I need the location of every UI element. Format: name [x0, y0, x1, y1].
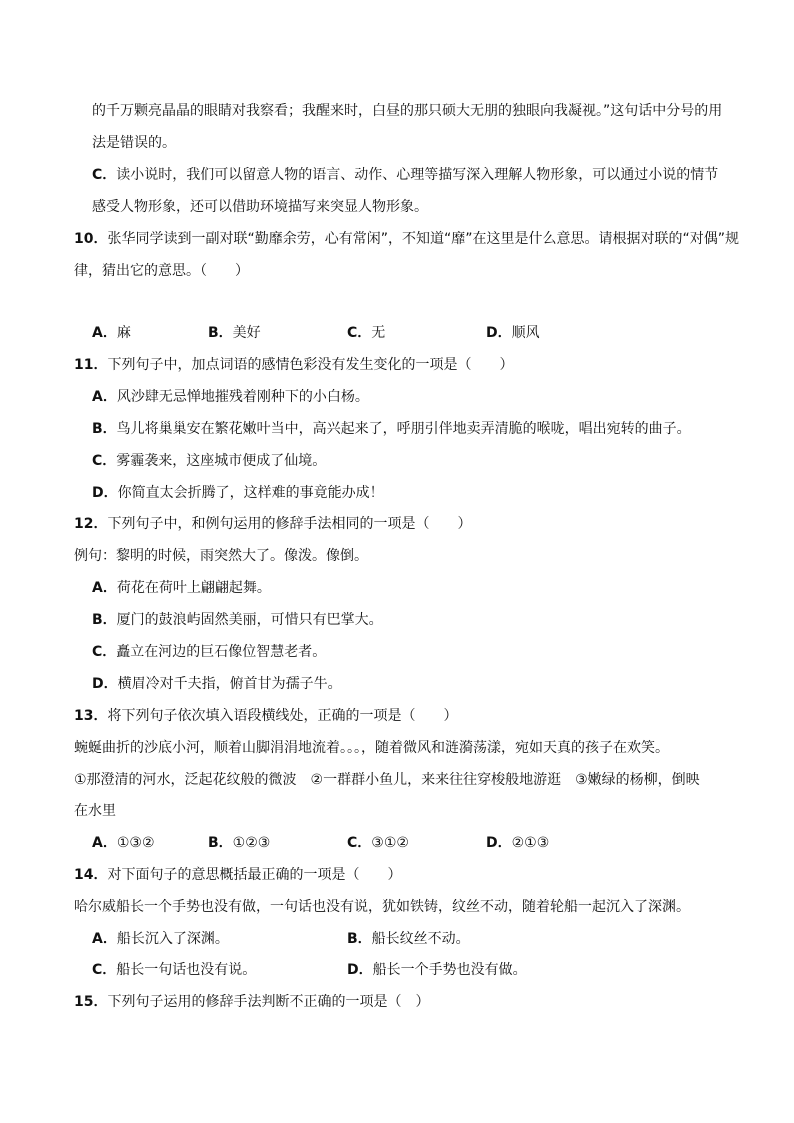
q10-option-d[interactable]	[486, 323, 540, 343]
q10-option-a[interactable]	[92, 323, 131, 343]
question-text: 下列句子中，和例句运用的修辞手法相同的一项是（ ）	[107, 516, 472, 532]
option-letter: C．	[347, 835, 372, 851]
option-text: 矗立在河边的巨石像位智慧老者。	[116, 644, 327, 660]
q11-option-c[interactable]	[92, 451, 326, 471]
q13-option-b[interactable]	[208, 833, 270, 853]
q12-option-b[interactable]	[92, 610, 383, 630]
q14-option-b[interactable]	[347, 929, 470, 949]
q12-option-d[interactable]	[92, 674, 342, 694]
question-text: 对下面句子的意思概括最正确的一项是（ ）	[107, 867, 402, 883]
option-text: ①②③	[232, 835, 271, 851]
option-text: 读小说时，我们可以留意人物的语言、动作、心理等描写深入理解人物形象，可以通过小说的情节	[116, 167, 719, 183]
q10-option-c[interactable]	[347, 323, 385, 343]
q10-stem-line2: 律，猜出它的意思。（ ）	[74, 263, 249, 279]
option-letter: D．	[486, 325, 512, 341]
option-letter: B．	[347, 931, 372, 947]
q14-option-a[interactable]	[92, 929, 229, 949]
option-text: ①③②	[116, 835, 155, 851]
option-letter: B．	[208, 325, 233, 341]
option-letter: A．	[92, 389, 117, 405]
option-letter: D．	[486, 835, 512, 851]
q14-options-row1	[0, 929, 794, 949]
option-letter: D．	[92, 485, 118, 501]
q14-option-d[interactable]	[347, 960, 527, 980]
option-text: 船长一个手势也没有做。	[372, 962, 527, 978]
q14-options-row2	[0, 960, 794, 980]
option-text: 美好	[232, 325, 261, 341]
q11-option-a[interactable]	[92, 387, 369, 407]
q13-items-line1: ①那澄清的河水，泛起花纹般的微波 ②一群群小鱼儿，来来往往穿梭般地游逛 ③嫩绿的杨柳，倒映	[74, 772, 700, 788]
option-letter: A．	[92, 580, 117, 596]
option-text: 无	[371, 325, 386, 341]
option-letter: D．	[347, 962, 373, 978]
q10-option-b[interactable]	[208, 323, 261, 343]
option-letter: A．	[92, 931, 117, 947]
option-text: 荷花在荷叶上翩翩起舞。	[116, 580, 271, 596]
q9-text-line2: 法是错误的。	[92, 135, 176, 151]
q9-text-line1: 的千万颗亮晶晶的眼睛对我察看；我醒来时，白昼的那只硕大无朋的独眼向我凝视。”这句话中分号的用	[92, 103, 723, 119]
question-text: 下列句子中，加点词语的感情色彩没有发生变化的一项是（ ）	[107, 357, 514, 373]
option-text: 厦门的鼓浪屿固然美丽，可惜只有巴掌大。	[116, 612, 383, 628]
option-text: 鸟儿将巢巢安在繁花嫩叶当中，高兴起来了，呼朋引伴地卖弄清脆的喉咙，唱出宛转的曲子。	[116, 421, 691, 437]
q9-option-c-line2: 感受人物形象，还可以借助环境描写来突显人物形象。	[92, 199, 428, 215]
option-text: 船长一句话也没有说。	[116, 962, 257, 978]
q13-option-d[interactable]	[486, 833, 549, 853]
option-letter: C．	[92, 167, 117, 183]
q10-stem	[74, 229, 739, 249]
q13-option-c[interactable]	[347, 833, 409, 853]
option-text: ③①②	[371, 835, 409, 851]
q12-example: 例句：黎明的时候，雨突然大了。像泼。像倒。	[74, 548, 368, 564]
option-letter: A．	[92, 325, 117, 341]
option-letter: A．	[92, 835, 117, 851]
q13-option-a[interactable]	[92, 833, 155, 853]
question-number: 13．	[74, 708, 108, 724]
q11-stem	[74, 355, 513, 375]
option-text: 船长纹丝不动。	[371, 931, 470, 947]
question-text: 下列句子运用的修辞手法判断不正确的一项是（ ）	[107, 994, 430, 1010]
question-text: 将下列句子依次填入语段横线处，正确的一项是（ ）	[107, 708, 458, 724]
option-letter: D．	[92, 676, 118, 692]
option-text: ②①③	[511, 835, 550, 851]
q12-option-a[interactable]	[92, 578, 271, 598]
option-text: 雾霾袭来，这座城市便成了仙境。	[116, 453, 327, 469]
question-number: 10．	[74, 231, 108, 247]
q13-options	[0, 833, 794, 853]
q9-option-c	[92, 165, 718, 185]
option-letter: C．	[92, 962, 117, 978]
question-number: 15．	[74, 994, 108, 1010]
option-text: 横眉冷对千夫指，俯首甘为孺子牛。	[117, 676, 342, 692]
q15-stem	[74, 992, 429, 1012]
question-text: 张华同学读到一副对联“勤靡余劳，心有常闲”，不知道“靡”在这里是什么意思。请根据对联的“对偶”规	[107, 231, 739, 247]
q14-stem	[74, 865, 401, 885]
question-number: 11．	[74, 357, 108, 373]
option-text: 麻	[116, 325, 131, 341]
q10-options	[0, 323, 794, 343]
option-text: 船长沉入了深渊。	[116, 931, 229, 947]
q13-passage: 蜿蜒曲折的沙底小河，顺着山脚涓涓地流着。。。，随着微风和涟漪荡漾，宛如天真的孩子在欢笑。	[74, 740, 669, 756]
q13-stem	[74, 706, 457, 726]
option-letter: B．	[92, 421, 117, 437]
q11-option-b[interactable]	[92, 419, 691, 439]
option-letter: C．	[92, 644, 117, 660]
q14-option-c[interactable]	[92, 960, 256, 980]
option-letter: C．	[347, 325, 372, 341]
q14-sentence: 哈尔威船长一个手势也没有做，一句话也没有说，犹如铁铸，纹丝不动，随着轮船一起沉入了深渊。	[74, 899, 690, 915]
option-letter: B．	[208, 835, 233, 851]
q12-option-c[interactable]	[92, 642, 326, 662]
option-letter: B．	[92, 612, 117, 628]
question-number: 12．	[74, 516, 108, 532]
q13-items-line2: 在水里	[74, 803, 116, 819]
option-letter: C．	[92, 453, 117, 469]
option-text: 顺风	[511, 325, 540, 341]
q11-option-d[interactable]	[92, 483, 384, 503]
q12-stem	[74, 514, 471, 534]
option-text: 风沙肆无忌惮地摧残着刚种下的小白杨。	[116, 389, 369, 405]
option-text: 你简直太会折腾了，这样难的事竟能办成！	[117, 485, 384, 501]
question-number: 14．	[74, 867, 108, 883]
